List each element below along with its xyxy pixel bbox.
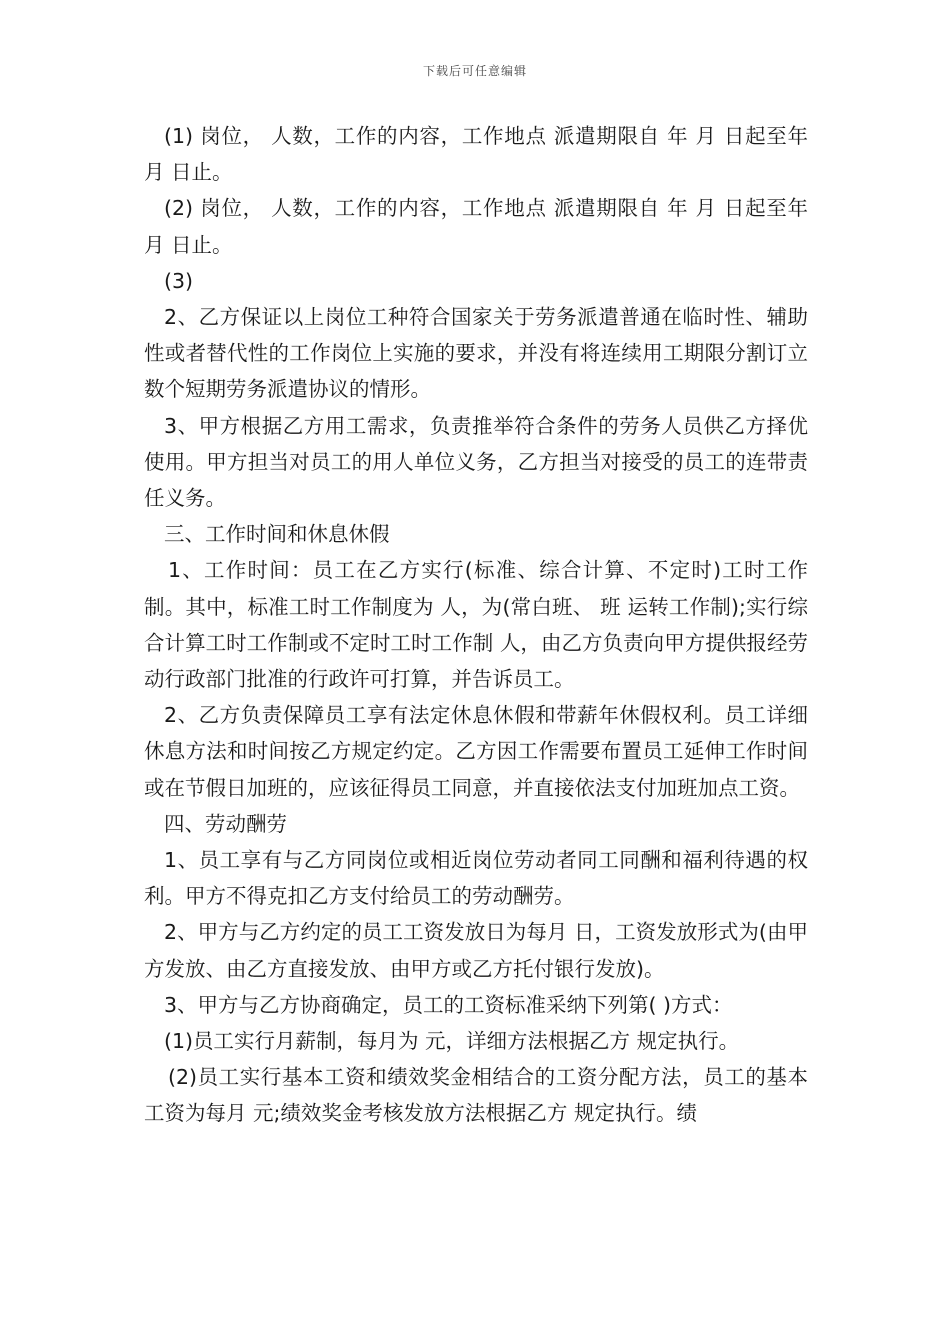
paragraph-equal-pay: 1、员工享有与乙方同岗位或相近岗位劳动者同工同酬和福利待遇的权利。甲方不得克扣乙方支付给员工的劳动酬劳。 <box>144 848 808 909</box>
paragraph-base-bonus: (2)员工实行基本工资和绩效奖金相结合的工资分配方法，员工的基本工资为每月 元;绩效奖金考核发放方法根据乙方 规定执行。绩 <box>144 1065 808 1126</box>
paragraph-monthly-salary: (1)员工实行月薪制，每月为 元，详细方法根据乙方 规定执行。 <box>164 1029 740 1054</box>
section-heading-remuneration: 四、劳动酬劳 <box>164 811 287 836</box>
paragraph-pay-standard: 3、甲方与乙方协商确定，员工的工资标准采纳下列第( )方式： <box>164 992 733 1017</box>
paragraph-position-1: (1) 岗位， 人数，工作的内容，工作地点 派遣期限自 年 月 日起至年 月 日止。 <box>144 124 808 185</box>
paragraph-position-2: (2) 岗位， 人数，工作的内容，工作地点 派遣期限自 年 月 日起至年 月 日止。 <box>144 196 808 257</box>
page-header: 下载后可任意编辑 <box>422 64 527 78</box>
paragraph-clause-2: 2、乙方保证以上岗位工种符合国家关于劳务派遣普通在临时性、辅助性或者替代性的工作岗位上实施的要求，并没有将连续用工期限分割订立数个短期劳务派遣协议的情形。 <box>144 305 808 402</box>
paragraph-rest-leave: 2、乙方负责保障员工享有法定休息休假和带薪年休假权利。员工详细休息方法和时间按乙方规定约定。乙方因工作需要布置员工延伸工作时间或在节假日加班的，应该征得员工同意，并直接依法支付加班加点工资。 <box>144 703 808 800</box>
paragraph-position-3: (3) <box>164 268 194 293</box>
paragraph-work-time: 1、工作时间：员工在乙方实行(标准、综合计算、不定时)工时工作制。其中，标准工时工作制度为 人，为(常白班、 班 运转工作制);实行综合计算工时工作制或不定时工时工作制 人，由乙方负责向甲方提供报经劳动行政部门批准的行政许可打算，并告诉员工。 <box>144 558 808 692</box>
paragraph-pay-day: 2、甲方与乙方约定的员工工资发放日为每月 日，工资发放形式为(由甲方发放、由乙方直接发放、由甲方或乙方托付银行发放)。 <box>144 920 808 981</box>
paragraph-clause-3: 3、甲方根据乙方用工需求，负责推举符合条件的劳务人员供乙方择优使用。甲方担当对员工的用人单位义务，乙方担当对接受的员工的连带责任义务。 <box>144 413 808 511</box>
section-heading-work-time: 三、工作时间和休息休假 <box>164 522 390 547</box>
document-body <box>144 118 808 1132</box>
